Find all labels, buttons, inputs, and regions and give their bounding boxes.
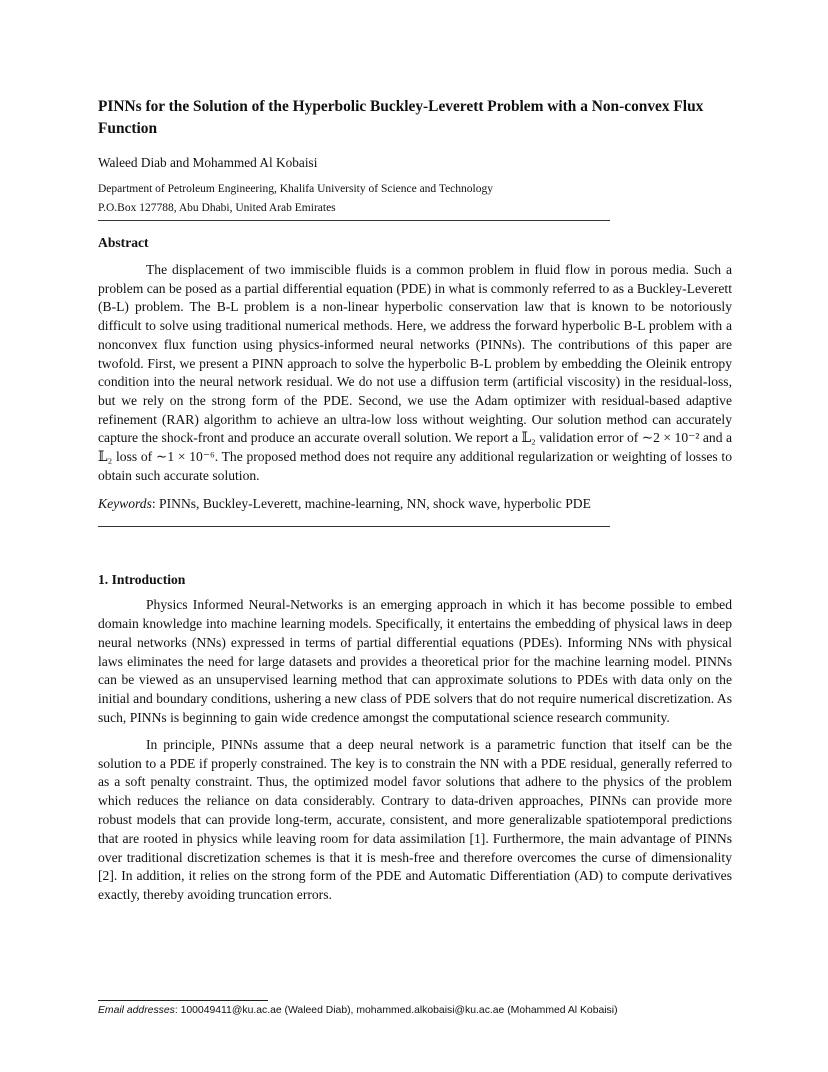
- header-divider: [98, 220, 610, 221]
- intro-paragraph-1: Physics Informed Neural-Networks is an emerging approach in which it has become possible to embed domain knowledge into machine learning models. Specifically, it entertains the embedding of physical laws in deep neural networks (NNs) expressed in terms of partial differential equations (PDEs). Informing NNs with physical laws eliminates the need for large datasets and provides a theoretical prior for the machine learning model. PINNs can be viewed as an unsupervised learning method that can approximate solutions to PDEs with data only on the initial and boundary conditions, ushering a new class of PDE solvers that do not require numerical discretization. As such, PINNs is beginning to gain wide credence amongst the computational science research community.: [98, 597, 732, 725]
- footnote-emails: : 100049411@ku.ac.ae (Waleed Diab), mohammed.alkobaisi@ku.ac.ae (Mohammed Al Kobaisi): [174, 1005, 618, 1016]
- footnote-label: Email addresses: [98, 1005, 175, 1016]
- paper-title: PINNs for the Solution of the Hyperbolic Buckley-Leverett Problem with a Non-convex Flux Function: [98, 98, 704, 137]
- paper-page: [98, 96, 732, 913]
- keywords-text: : PINNs, Buckley-Leverett, machine-learning, NN, shock wave, hyperbolic PDE: [151, 496, 591, 512]
- section-heading-introduction: 1. Introduction: [98, 572, 186, 588]
- keywords-line: [98, 495, 732, 514]
- author-list: Waleed Diab and Mohammed Al Kobaisi: [98, 155, 318, 170]
- intro-paragraph-2: In principle, PINNs assume that a deep neural network is a parametric function that itself can be the solution to a PDE if properly constrained. The key is to constrain the NN with a PDE residual, generally referred to as a soft penalty constraint. Thus, the optimized model favor solutions that adhere to the physics of the problem which reduces the reliance on data considerably. Contrary to data-driven approaches, PINNs can provide more robust models that can provide long-term, accurate, consistent, and more generalizable spatiotemporal predictions that are rooted in physics while leaving room for data assimilation [1]. Furthermore, the main advantage of PINNs over traditional discretization schemes is that it is mesh-free and therefore overcomes the curse of dimensionality [2]. In addition, it relies on the strong form of the PDE and Automatic Differentiation (AD) to compute derivatives exactly, thereby avoiding truncation errors.: [98, 736, 732, 903]
- keywords-label: Keywords: [98, 496, 152, 512]
- affiliation-line-1: Department of Petroleum Engineering, Khalifa University of Science and Technology: [98, 183, 493, 195]
- abstract-body: The displacement of two immiscible fluids is a common problem in fluid flow in porous media. Such a problem can be posed as a partial differential equation (PDE) in what is commonly referred to as a Buckley-Leverett (B-L) problem. The B-L problem is a non-linear hyperbolic conservation law that is known to be notoriously difficult to solve using traditional numerical methods. Here, we address the forward hyperbolic B-L problem with a nonconvex flux function using physics-informed neural networks (PINNs). The contributions of this paper are twofold. First, we present a PINN approach to solve the hyperbolic B-L problem by embedding the Oleinik entropy condition into the neural network residual. We do not use a diffusion term (artificial viscosity) in the residual-loss, but we rely on the strong form of the PDE. Second, we use the Adam optimizer with residual-based adaptive refinement (RAR) algorithm to achieve an ultra-low loss without weighting. Our solution method can accurately capture the shock-front and produce an accurate overall solution. We report a 𝕃₂ validation error of ∼2 × 10⁻² and a 𝕃₂ loss of ∼1 × 10⁻⁶. The proposed method does not require any additional regularization or weighting of losses to obtain such accurate solution.: [98, 262, 732, 483]
- footnote-text: [98, 1004, 738, 1018]
- footnote-divider: [98, 1000, 268, 1001]
- abstract-divider: [98, 526, 610, 527]
- footnote: [98, 1000, 738, 1018]
- abstract-heading: Abstract: [98, 235, 149, 250]
- affiliation-line-2: P.O.Box 127788, Abu Dhabi, United Arab Emirates: [98, 202, 336, 214]
